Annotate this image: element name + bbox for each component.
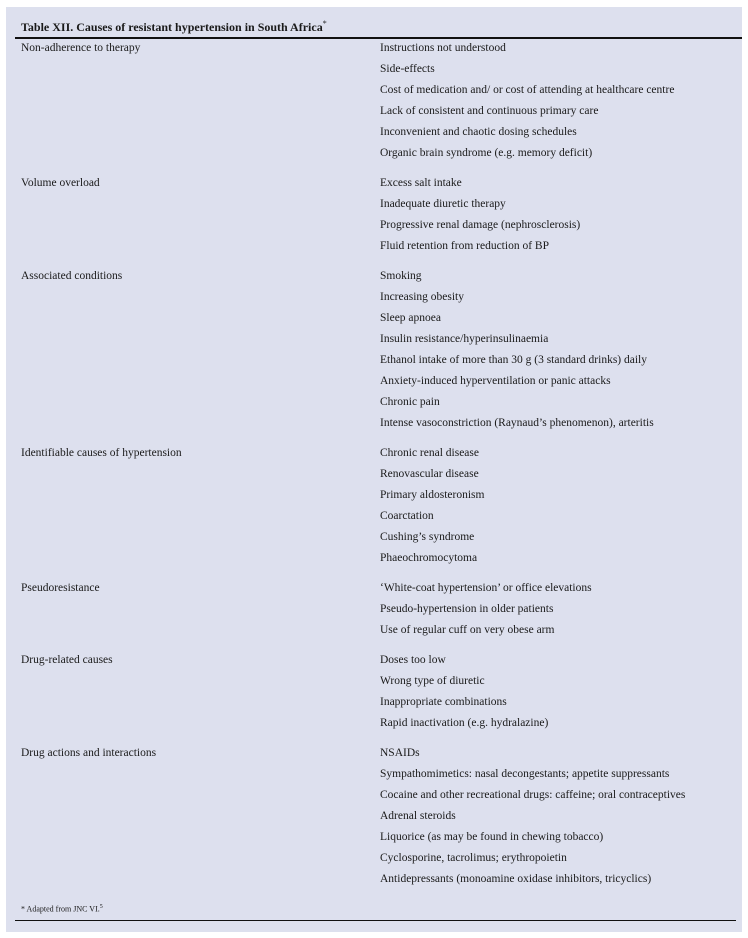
cause-item: Intense vasoconstriction (Raynaud’s phenomenon), arteritis (380, 417, 654, 429)
cause-list (380, 743, 742, 890)
table-row (21, 743, 742, 890)
cause-list (380, 173, 742, 257)
table-row (21, 578, 742, 641)
footnote (21, 904, 103, 914)
cause-item: NSAIDs (380, 747, 420, 759)
table-title-text: Table XII. Causes of resistant hypertension in South Africa (21, 20, 323, 34)
cause-item: Inappropriate combinations (380, 696, 507, 708)
cause-item: Use of regular cuff on very obese arm (380, 624, 555, 636)
cause-list (380, 650, 742, 734)
cause-item: Instructions not understood (380, 42, 506, 54)
cause-item: Chronic renal disease (380, 447, 479, 459)
table-row (21, 38, 742, 164)
category-cell: Identifiable causes of hypertension (21, 447, 182, 459)
cause-item: Wrong type of diuretic (380, 675, 485, 687)
footnote-text: * Adapted from JNC VI. (21, 904, 100, 914)
cause-item: Cost of medication and/ or cost of attending at healthcare centre (380, 84, 675, 96)
category-cell: Drug-related causes (21, 654, 113, 666)
cause-item: Doses too low (380, 654, 446, 666)
cause-item: Liquorice (as may be found in chewing tobacco) (380, 831, 604, 843)
table-row (21, 443, 742, 569)
cause-item: Adrenal steroids (380, 810, 456, 822)
cause-item: Coarctation (380, 510, 434, 522)
title-footnote-marker: * (322, 19, 327, 28)
cause-item: Cocaine and other recreational drugs: caffeine; oral contraceptives (380, 789, 686, 801)
cause-item: Excess salt intake (380, 177, 462, 189)
cause-item: Anxiety-induced hyperventilation or panic attacks (380, 375, 611, 387)
cause-list (380, 443, 742, 569)
category-cell: Pseudoresistance (21, 582, 100, 594)
cause-item: Smoking (380, 270, 422, 282)
cause-item: Rapid inactivation (e.g. hydralazine) (380, 717, 549, 729)
cause-list (380, 578, 742, 641)
cause-item: ‘White-coat hypertension’ or office elevations (380, 582, 592, 594)
cause-item: Fluid retention from reduction of BP (380, 240, 549, 252)
cause-item: Pseudo-hypertension in older patients (380, 603, 554, 615)
cause-item: Ethanol intake of more than 30 g (3 standard drinks) daily (380, 354, 647, 366)
cause-item: Chronic pain (380, 396, 440, 408)
cause-item: Sleep apnoea (380, 312, 441, 324)
cause-item: Renovascular disease (380, 468, 479, 480)
cause-item: Increasing obesity (380, 291, 464, 303)
table-body (21, 38, 742, 899)
cause-item: Insulin resistance/hyperinsulinaemia (380, 333, 549, 345)
cause-item: Antidepressants (monoamine oxidase inhibitors, tricyclics) (380, 873, 652, 885)
cause-item: Phaeochromocytoma (380, 552, 478, 564)
cause-list (380, 38, 742, 164)
cause-item: Side-effects (380, 63, 435, 75)
cause-list (380, 266, 742, 434)
cause-item: Lack of consistent and continuous primary care (380, 105, 599, 117)
table-row (21, 266, 742, 434)
table-row (21, 650, 742, 734)
cause-item: Inadequate diuretic therapy (380, 198, 506, 210)
category-cell: Non-adherence to therapy (21, 42, 141, 54)
table-title (21, 19, 327, 35)
category-cell: Volume overload (21, 177, 100, 189)
cause-item: Cushing’s syndrome (380, 531, 475, 543)
category-cell: Drug actions and interactions (21, 747, 157, 759)
footnote-ref: 5 (99, 904, 103, 910)
bottom-rule (15, 920, 736, 921)
cause-item: Primary aldosteronism (380, 489, 485, 501)
cause-item: Progressive renal damage (nephrosclerosis) (380, 219, 581, 231)
cause-item: Sympathomimetics: nasal decongestants; appetite suppressants (380, 768, 670, 780)
table-panel (6, 7, 742, 932)
cause-item: Organic brain syndrome (e.g. memory deficit) (380, 147, 593, 159)
cause-item: Inconvenient and chaotic dosing schedules (380, 126, 577, 138)
category-cell: Associated conditions (21, 270, 123, 282)
table-row (21, 173, 742, 257)
cause-item: Cyclosporine, tacrolimus; erythropoietin (380, 852, 567, 864)
